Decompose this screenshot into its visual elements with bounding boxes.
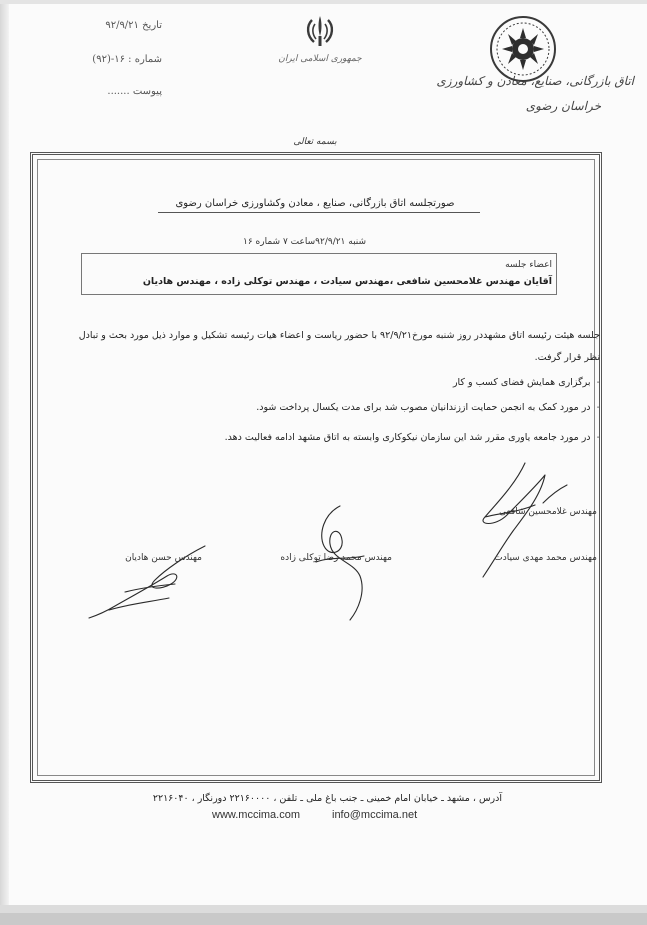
chamber-name-line1: اتاق بازرگانی، صنایع، معادن و کشاورزی [436, 74, 634, 88]
agenda-item [225, 432, 600, 443]
members-label: اعضاء جلسه [505, 260, 552, 270]
scan-top-edge [0, 0, 647, 4]
members-list: آقایان مهندس غلامحسین شافعی ،مهندس سیادت ، مهندس توکلی زاده ، مهندس هادیان [142, 276, 552, 287]
signature-shafei [455, 455, 575, 585]
chamber-name-line2: خراسان رضوی [525, 99, 601, 113]
scan-bottom-shadow [0, 913, 647, 925]
scan-left-edge [0, 0, 9, 925]
number-line: شماره : ۱۶-(۹۲) [92, 54, 162, 65]
title-underline [158, 212, 480, 213]
emblem-caption: جمهوری اسلامی ایران [278, 54, 362, 64]
signatory-shafei: مهندس غلامحسین شافعی [499, 507, 597, 517]
signature-hadian [85, 540, 215, 620]
footer-website[interactable]: www.mccima.com [212, 809, 301, 821]
signatory-siadat: مهندس محمد مهدی سیادت [494, 553, 597, 563]
date-line: تاریخ ۹۲/۹/۲۱ [105, 20, 162, 31]
list-bullet: - [590, 377, 600, 388]
intro-line-1: جلسه هیئت رئیسه اتاق مشهددر روز شنبه مورخ۹۲/۹/۲۱ با حضور ریاست و اعضاء هیات رئیسه تشکیل و موارد ذیل مورد بحث و تبادل [78, 330, 600, 341]
signatory-tavakoli: مهندس محمد رضا توکلی زاده [280, 553, 392, 563]
footer-email[interactable]: info@mccima.net [332, 809, 418, 821]
agenda-item [256, 402, 600, 413]
agenda-item [453, 377, 600, 388]
attachment-line: پیوست ....... [107, 86, 162, 97]
agenda-item-text: در مورد کمک به انجمن حمایت اززندانیان مصوب شد برای مدت یکسال پرداخت شود. [256, 402, 591, 413]
intro-line-2: نظر قرار گرفت. [534, 352, 600, 363]
agenda-item-text: در مورد جامعه یاوری مقرر شد این سازمان نیکوکاری وابسته به اتاق مشهد ادامه فعالیت دهد. [224, 432, 591, 443]
signatory-hadian: مهندس حسن هادیان [125, 553, 202, 563]
invocation: بسمه تعالی [293, 137, 337, 147]
minutes-title: صورتجلسه اتاق بازرگانی، صنایع ، معادن وکشاورزی خراسان رضوی [175, 198, 455, 209]
agenda-item-text: برگزاری همایش فضای کسب و کار [452, 377, 591, 388]
list-bullet: - [590, 432, 600, 443]
national-emblem-icon [298, 12, 342, 52]
attendees-box [81, 253, 557, 295]
meeting-datetime: شنبه ۹۲/۹/۲۱ساعت ۷ شماره ۱۶ [243, 237, 367, 247]
footer-address: آدرس ، مشهد ـ خیابان امام خمینی ـ جنب باغ ملی ـ تلفن ، ۲۲۱۶۰۰۰۰ دورنگار ، ۲۲۱۶۰۴۰ [152, 793, 502, 804]
list-bullet: - [590, 402, 600, 413]
